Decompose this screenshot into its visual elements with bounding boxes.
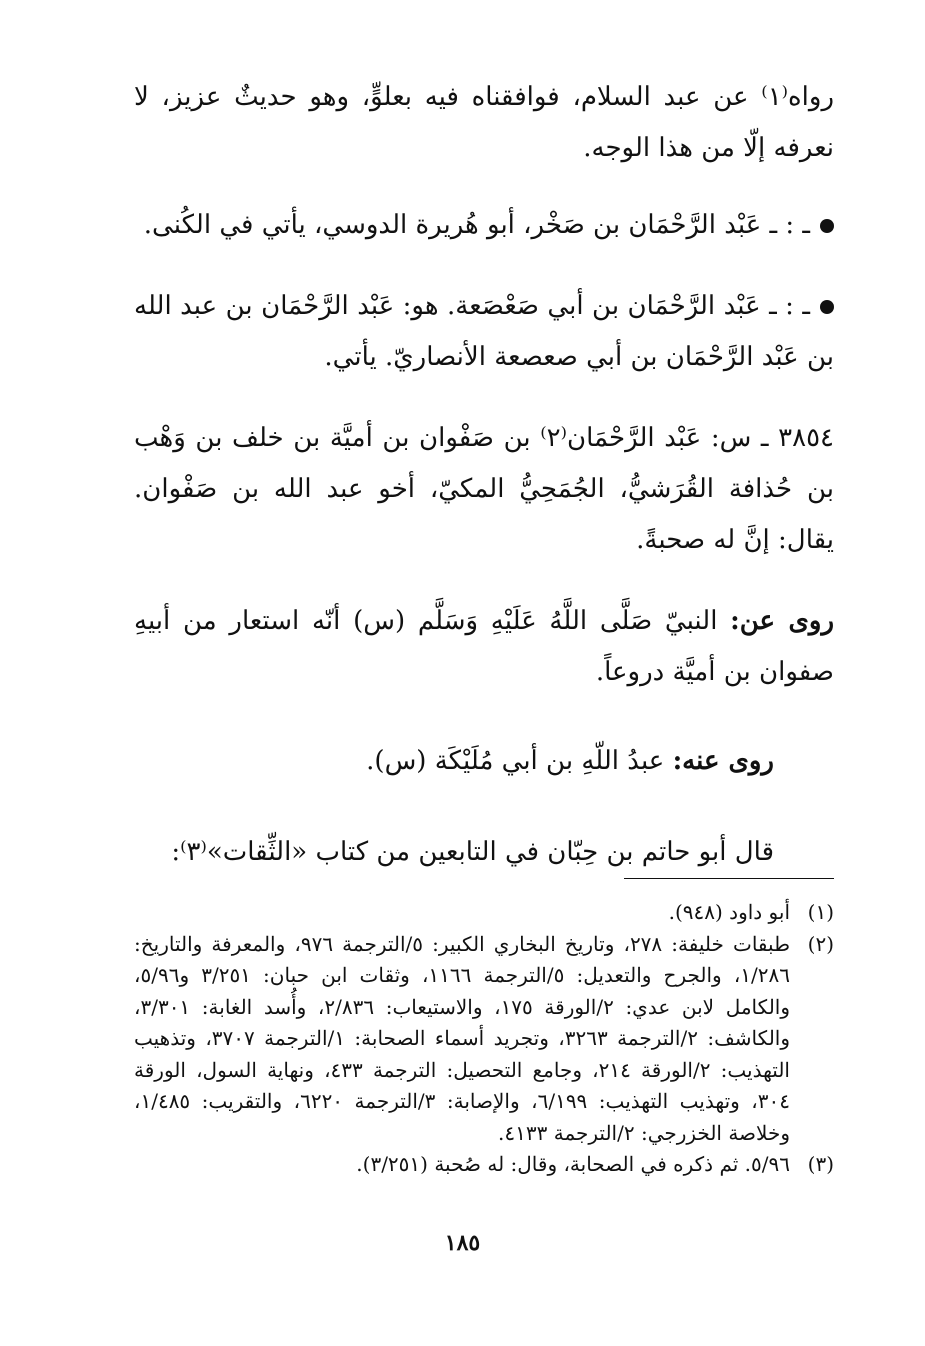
narrated-by-label: روى عنه:	[672, 746, 774, 776]
narrated-from-label: روى عن:	[730, 606, 835, 636]
narrated-from-text: النبيّ صَلَّى اللَّهُ عَلَيْهِ وَسَلَّم (س) أنّه استعار من أبيهِ صفوان بن أميَّة دروعاً.	[134, 606, 834, 687]
entry-abd-al-rahman-ibn-abi-sasaa	[134, 281, 834, 383]
footnote-text: ٥/٩٦. ثم ذكره في الصحابة، وقال: له صُحبة (٣/٢٥١).	[356, 1152, 790, 1176]
narrated-by-text: عبدُ اللّهِ بن أبي مُلَيْكَة (س).	[366, 746, 665, 776]
footnote-number: (٣)	[807, 1152, 834, 1176]
page-number: ١٨٥	[444, 1230, 481, 1256]
entry-text: ـ : ـ عَبْد الرَّحْمَان بن صَخْر، أبو هُريرة الدوسي، يأتي في الكُنى.	[143, 210, 810, 240]
ibn-hibban-quote: قال أبو حاتم بن حِبّان في التابعين من كتاب «الثِّقات»⁽٣⁾:	[171, 837, 774, 867]
footnote	[134, 1149, 834, 1181]
narrated-from	[134, 596, 834, 698]
main-text	[134, 72, 834, 878]
entry-text: ـ : ـ عَبْد الرَّحْمَان بن أبي صَعْصَعة. هو: عَبْد الرَّحْمَان بن عبد الله بن عَبْد الرَّحْمَان بن أبي صعصعة الأنصاريّ. يأتي.	[134, 291, 834, 372]
footnote	[134, 929, 834, 1150]
footnote-separator	[624, 878, 834, 879]
footnote-text: طبقات خليفة: ٢٧٨، وتاريخ البخاري الكبير: ٥/الترجمة ٩٧٦، والمعرفة والتاريخ: ١/٢٨٦، والجرح والتعديل: ٥/الترجمة ١١٦٦، وثقات ابن حبان: ٣/٢٥١ و٥/٩٦، والكامل لابن عدي: ٢/الورقة ١٧٥، والاستيعاب: ٢/٨٣٦، وأُسد الغابة: ٣/٣٠١، والكاشف: ٢/الترجمة ٣٢٦٣، وتجريد أسماء الصحابة: ١/الترجمة ٣٧٠٧، وتذهيب التهذيب: ٢/الورقة ٢١٤، وجامع التحصيل: الترجمة ٤٣٣، ونهاية السول، الورقة ٣٠٤، وتهذيب التهذيب: ٦/١٩٩، والإصابة: ٣/الترجمة ٦٢٢٠، والتقريب: ١/٤٨٥، وخلاصة الخزرجي: ٢/الترجمة ٤١٣٣.	[134, 931, 790, 1145]
bullet-icon	[820, 300, 834, 314]
footnotes	[134, 897, 834, 1181]
narrated-by	[134, 736, 834, 787]
footnote-number: (١)	[807, 900, 834, 924]
footnote-text: أبو داود (٩٤٨).	[668, 900, 790, 924]
bullet-icon	[820, 219, 834, 233]
entry-abd-al-rahman-ibn-sakhr	[134, 200, 834, 251]
footnote	[134, 897, 834, 929]
entry-3854: ٣٨٥٤ ـ س: عَبْد الرَّحْمَان⁽٢⁾ بن صَفْوان بن أميَّة بن خلف بن وَهْب بن حُذافة القُرَشيُّ، الجُمَحِيُّ المكيّ، أخو عبد الله بن صَفْوان. يقال: إنَّ له صحبةً.	[134, 423, 834, 555]
footnote-number: (٢)	[807, 931, 834, 956]
paragraph-riwayah: رواه⁽١⁾ عن عبد السلام، فوافقناه فيه بعلوٍّ، وهو حديثٌ عزيز، لا نعرفه إلّا من هذا الوجه.	[134, 82, 834, 163]
